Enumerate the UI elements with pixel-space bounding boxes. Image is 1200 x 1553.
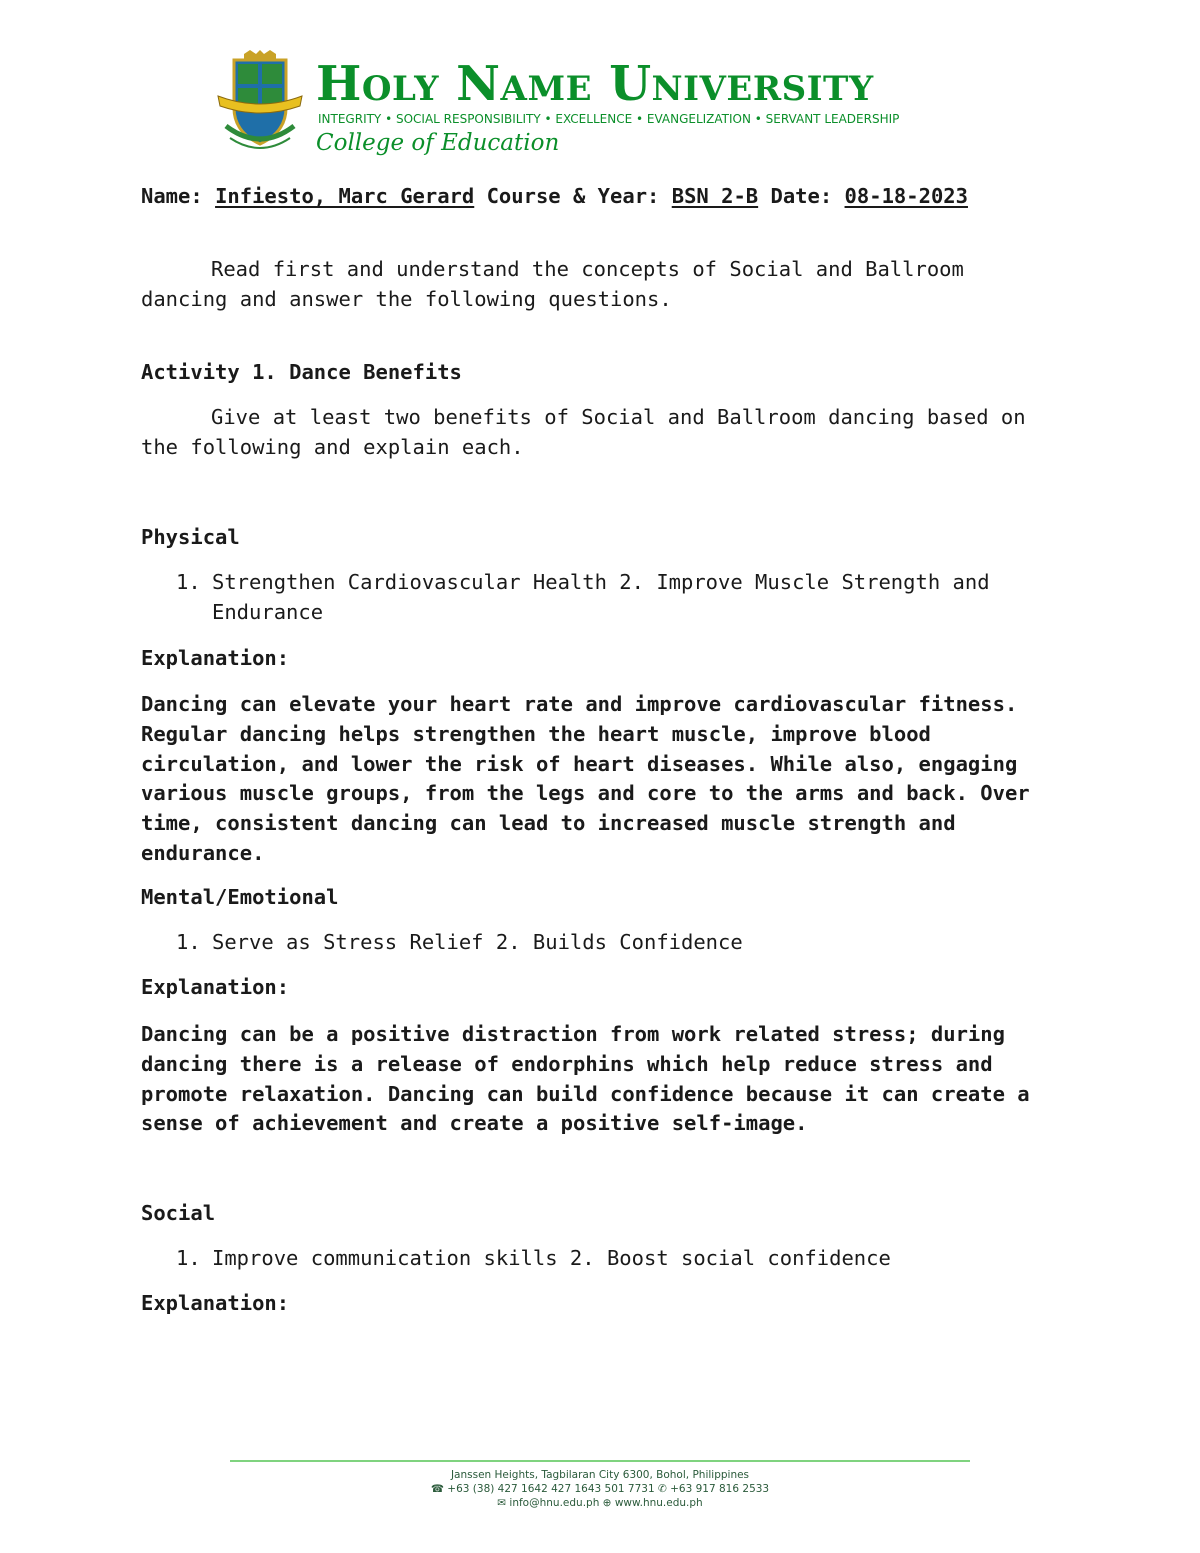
section-heading-social: Social (141, 1201, 216, 1225)
letterhead (216, 50, 976, 162)
course-value: BSN 2-B (671, 184, 759, 208)
activity-title: Activity 1. Dance Benefits (141, 360, 462, 384)
college-name: College of Education (316, 130, 560, 156)
activity-prompt: Give at least two benefits of Social and Ballroom dancing based on the following and explain each. (141, 405, 1026, 459)
list-item-mental (176, 928, 1066, 958)
footer-address: Janssen Heights, Tagbilaran City 6300, Bohol, Philippines (450, 1469, 750, 1481)
explanation-label-mental: Explanation: (141, 975, 290, 999)
list-text: Strengthen Cardiovascular Health 2. Improve Muscle Strength and Endurance (212, 570, 990, 624)
list-item-physical (176, 568, 1066, 628)
list-item-social (176, 1244, 1066, 1274)
course-label: Course & Year: (486, 184, 660, 208)
footer-contact: ✉ info@hnu.edu.ph ⊕ www.hnu.edu.ph (497, 1497, 703, 1509)
section-heading-mental: Mental/Emotional (141, 885, 339, 909)
core-values: INTEGRITY • SOCIAL RESPONSIBILITY • EXCELLENCE • EVANGELIZATION • SERVANT LEADERSHIP (318, 112, 900, 126)
list-text: Serve as Stress Relief 2. Builds Confidence (212, 930, 743, 954)
instructions: Read first and understand the concepts of Social and Ballroom dancing and answer the following questions. (141, 257, 964, 311)
name-label: Name: (141, 184, 203, 208)
date-value: 08-18-2023 (844, 184, 968, 208)
list-number: 1. (176, 930, 201, 954)
student-info (141, 182, 968, 212)
name-value: Infiesto, Marc Gerard (215, 184, 475, 208)
list-text: Improve communication skills 2. Boost social confidence (212, 1246, 891, 1270)
explanation-mental: Dancing can be a positive distraction from work related stress; during dancing there is a release of endorphins which help reduce stress and promote relaxation. Dancing can build confidence because it can create a sense of achievement and create a positive self-image. (141, 1022, 1030, 1136)
university-name: Holy Name University (316, 56, 874, 112)
explanation-label-physical: Explanation: (141, 646, 290, 670)
list-number: 1. (176, 1246, 201, 1270)
university-seal-icon (216, 50, 304, 158)
explanation-label-social: Explanation: (141, 1291, 290, 1315)
list-number: 1. (176, 570, 201, 594)
explanation-physical: Dancing can elevate your heart rate and improve cardiovascular fitness. Regular dancing helps strengthen the heart muscle, improve blood circulation, and lower the risk of heart diseases. While also, engaging various muscle groups, from the legs and core to the arms and back. Over time, consistent dancing can lead to increased muscle strength and endurance. (141, 692, 1030, 865)
date-label: Date: (770, 184, 833, 208)
footer (230, 1468, 970, 1510)
footer-phones: ☎ +63 (38) 427 1642 427 1643 501 7731 ✆ +63 917 816 2533 (430, 1483, 770, 1495)
footer-divider (230, 1460, 970, 1462)
section-heading-physical: Physical (141, 525, 240, 549)
